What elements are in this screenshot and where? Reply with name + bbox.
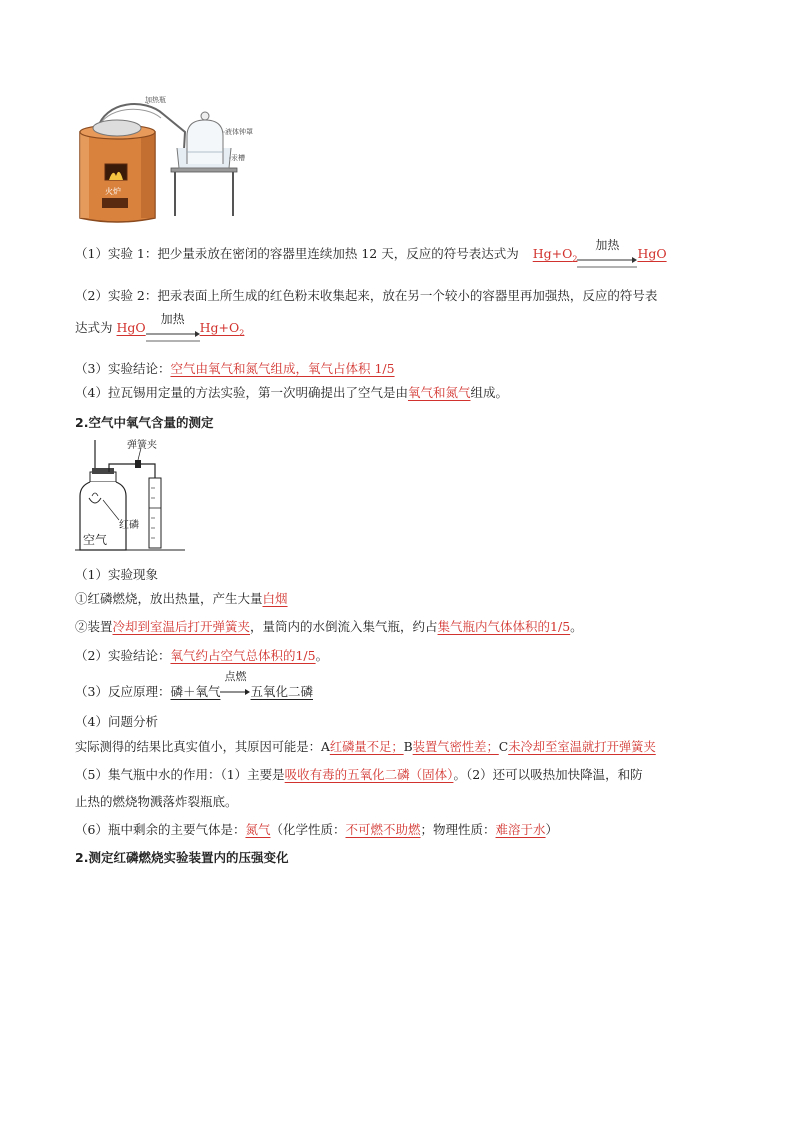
experiment-1-text: （1）实验 1：把少量汞放在密闭的容器里连续加热 12 天，反应的符号表达式为 xyxy=(75,246,519,261)
oxygen-measurement-figure xyxy=(75,438,187,552)
label-red-phosphorus: 红磷 xyxy=(119,520,139,531)
experiment-1-line xyxy=(75,237,667,268)
experiment-4-answer: 氧气和氮气 xyxy=(407,385,471,400)
question-4-title: （4）问题分析 xyxy=(75,714,158,729)
experiment-3-line: （3）实验结论：空气由氧气和氮气组成，氧气占体积 1/5 xyxy=(75,361,395,376)
question-1b-answer-2: 集气瓶内气体体积的1/5 xyxy=(437,619,571,634)
lavoisier-apparatus-drawing xyxy=(75,92,253,224)
question-1b-line: ②装置冷却到室温后打开弹簧夹，量筒内的水倒流入集气瓶，约占集气瓶内气体体积的1/5。 xyxy=(75,619,583,634)
section-2-title: 2.空气中氧气含量的测定 xyxy=(75,415,214,430)
experiment-3-answer: 空气由氧气和氮气组成，氧气占体积 1/5 xyxy=(170,361,395,376)
question-6-gas: 氮气 xyxy=(245,822,271,837)
experiment-1-product: HgO xyxy=(637,246,667,261)
section-3-title: 2.测定红磷燃烧实验装置内的压强变化 xyxy=(75,850,289,865)
experiment-1-arrow: 加热 xyxy=(577,252,637,268)
question-6-physical-property: 难溶于水 xyxy=(495,822,546,837)
oxygen-measurement-drawing xyxy=(75,438,187,552)
experiment-2-arrow: 加热 xyxy=(146,326,200,342)
question-1-title: （1）实验现象 xyxy=(75,567,158,582)
experiment-4-line: （4）拉瓦锡用定量的方法实验，第一次明确提出了空气是由氧气和氮气组成。 xyxy=(75,385,508,400)
label-trough: 汞槽 xyxy=(231,154,245,162)
question-4a-answer-c: 未冷却至室温就打开弹簧夹 xyxy=(508,740,656,754)
label-spring-clamp: 弹簧夹 xyxy=(127,440,157,451)
question-3-arrow: 点燃 xyxy=(220,684,250,700)
question-5-line-2: 止热的燃烧物溅落炸裂瓶底。 xyxy=(75,794,238,809)
question-4a-answer-b: 装置气密性差； xyxy=(412,740,499,754)
question-1b-answer-1: 冷却到室温后打开弹簧夹 xyxy=(112,619,251,634)
experiment-2-line-1: （2）实验 2：把汞表面上所生成的红色粉末收集起来，放在另一个较小的容器里再加强热，反应的符号表 xyxy=(75,288,658,303)
experiment-2-line-2: 达式为 HgO 加热 $Hg+O_2$ xyxy=(75,320,244,342)
question-3-equation: 磷＋氧气 点燃 五氧化二磷 xyxy=(170,670,313,699)
question-5-line-1: （5）集气瓶中水的作用：（1）主要是吸收有毒的五氧化二磷（固体）。（2）还可以吸热加快降温，和防 xyxy=(75,767,643,782)
question-1a-answer: 白烟 xyxy=(262,591,288,606)
question-1a-line: ①红磷燃烧，放出热量，产生大量白烟 xyxy=(75,591,288,606)
experiment-1-reactant: $Hg+O_2$ xyxy=(532,246,578,264)
label-bell-jar: 液体钟罩 xyxy=(225,128,253,136)
question-4a-line: 实际测得的结果比真实值小，其原因可能是：A红磷量不足；B装置气密性差；C未冷却至室温就打开弹簧夹 xyxy=(75,740,656,754)
experiment-2-reactant: HgO xyxy=(116,320,146,335)
question-2-answer: 氧气约占空气总体积的1/5 xyxy=(170,648,316,663)
question-4a-answer-a: 红磷量不足； xyxy=(329,740,404,754)
question-6-chemical-property: 不可燃不助燃 xyxy=(345,822,421,837)
lavoisier-apparatus-figure xyxy=(75,92,253,224)
question-2-line: （2）实验结论：氧气约占空气总体积的1/5。 xyxy=(75,648,329,663)
question-3-line: （3）反应原理：磷＋氧气 点燃 五氧化二磷 xyxy=(75,670,313,699)
question-6-line: （6）瓶中剩余的主要气体是：氮气（化学性质：不可燃不助燃；物理性质：难溶于水） xyxy=(75,822,559,837)
label-air: 空气 xyxy=(83,533,108,547)
experiment-2-product: $Hg+O_2$ xyxy=(199,320,245,338)
label-furnace: 火炉 xyxy=(105,187,121,196)
label-retort: 加热瓶 xyxy=(145,96,166,104)
question-5-answer: 吸收有毒的五氧化二磷（固体） xyxy=(284,767,454,782)
